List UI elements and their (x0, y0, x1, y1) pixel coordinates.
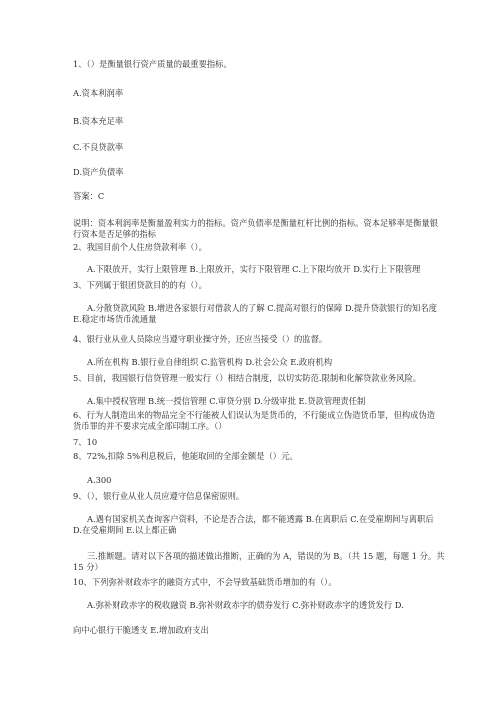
q1-option-c: C.不良贷款率 (73, 142, 124, 152)
q9-stem: 9、（），银行业从业人员应遵守信息保密原则。 (73, 491, 245, 501)
q10-stem: 10、下列弥补财政赤字的融资方式中，不会导致基础货币增加的有（）。 (73, 577, 337, 587)
q4-stem: 4、银行业从业人员除应当遵守职业操守外，还应当接受（）的监督。 (73, 334, 328, 344)
q5-options: A.集中授权管理 B.统一授信管理 C.审贷分别 D.分级审批 E.贷款管理责任制 (87, 396, 366, 406)
q10-options-line2: 向中心银行干脆透支 E.增加政府支出 (73, 625, 209, 635)
q8-options: A.300 (87, 475, 112, 485)
q8-stem: 8、72%,扣除 5%利息税后，他能取回的全部金额是（）元。 (73, 451, 298, 461)
q2-stem: 2、我国目前个人住房贷款利率（）。 (73, 242, 207, 252)
q7-stem: 7、10 (73, 437, 98, 447)
q5-stem: 5、目前，我国银行信贷管理一般实行（）相结合制度，以切实防范.限制和化解贷款业务风险。 (73, 373, 422, 383)
q1-stem: 1、（）是衡量银行资产质量的最重要指标。 (73, 59, 232, 69)
q10-options-line1: A.弥补财政赤字的税收融资 B.弥补财政赤字的债券发行 C.弥补财政赤字的透货发行 D. (87, 600, 404, 610)
q6-stem: 6、行为人制造出来的物品完全不行能被人们误认为是货币的，不行能成立伪造货币罪，但构成伪造货币罪的并不要求完成全部印制工序。（） (73, 410, 436, 431)
section-3-heading: 三.推断题。请对以下各项的描述做出推断，正确的为 A，错误的为 B。（共 15 题，每题 1 分。共 15 分） (73, 551, 445, 572)
q3-stem: 3、下列属于银团贷款目的的有（）。 (73, 280, 207, 290)
q1-option-d: D.资产负债率 (73, 167, 124, 177)
q1-option-a: A.资本利润率 (73, 88, 124, 98)
q9-options: A.遇有国家机关查询客户资料，不论是否合法，都不能透露 B.在离职后 C.在受雇期间与离职后 D.在受雇期间 E.以上都正确 (73, 514, 434, 535)
q3-options: A.分散贷款风险 B.增进各家银行对借款人的了解 C.提高对银行的保障 D.提升贷款银行的知名度 E.稳定市场货币流通量 (73, 303, 437, 324)
q4-options: A.所在机构 B.银行业自律组织 C.监管机构 D.社会公众 E.政府机构 (87, 357, 333, 367)
q1-answer: 答案：C (73, 191, 105, 201)
q1-explanation: 说明：资本利润率是衡量盈利实力的指标。资产负债率是衡量杠杆比例的指标。资本足够率是衡量银行资本是否足够的指标 (73, 218, 439, 239)
q1-option-b: B.资本充足率 (73, 116, 124, 126)
q2-options: A.下限放开，实行上限管理 B.上限放开，实行下限管理 C.上下限均放开 D.实行上下限管理 (87, 264, 421, 274)
